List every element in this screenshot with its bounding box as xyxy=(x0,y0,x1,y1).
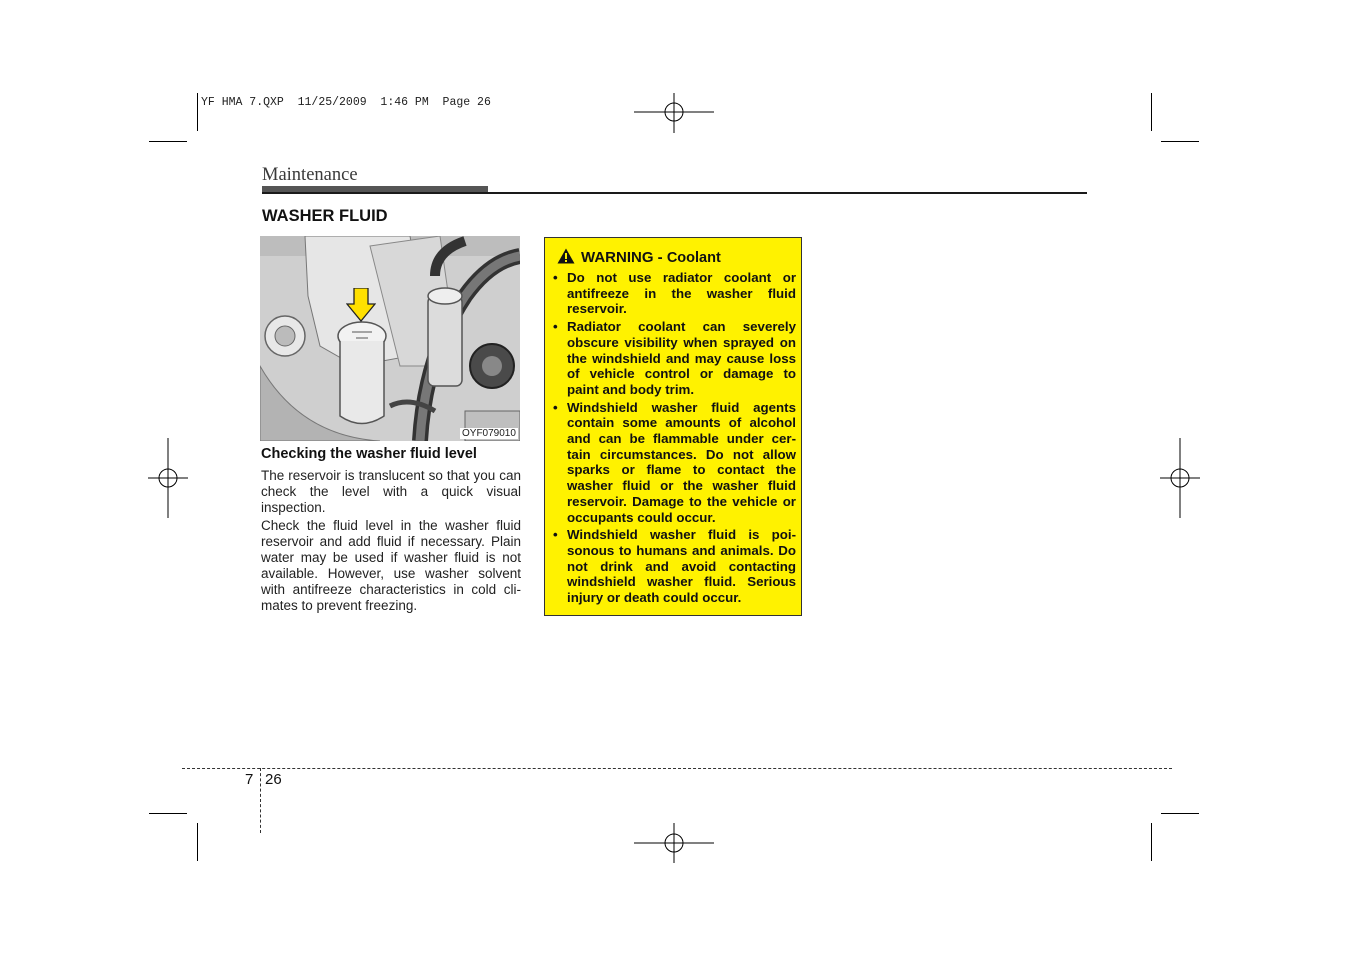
registration-mark-icon xyxy=(1160,438,1200,518)
crop-mark xyxy=(197,93,198,131)
warning-item: • Windshield washer fluid is poi-sonous to humans and animals. Do not drink and avoid contacting windshield washer fluid. Serious injury or death could occur. xyxy=(552,527,796,606)
section-header: Maintenance xyxy=(262,165,358,185)
registration-mark-icon xyxy=(634,93,714,133)
warning-item: • Do not use radiator coolant or antifreeze in the washer fluid reservoir. xyxy=(552,270,796,317)
footer-rule xyxy=(182,768,1172,769)
print-slug: YF HMA 7.QXP 11/25/2009 1:46 PM Page 26 xyxy=(201,96,491,109)
registration-mark-icon xyxy=(634,823,714,863)
engine-bay-illustration xyxy=(260,236,520,441)
crop-mark xyxy=(149,141,187,142)
warning-item: • Radiator coolant can severely obscure visibility when sprayed on the windshield and may cause loss of vehicle control or damage to paint and body trim. xyxy=(552,319,796,398)
crop-mark xyxy=(1151,823,1152,861)
paragraph: The reservoir is translucent so that you can check the level with a quick visual inspection. xyxy=(261,468,521,515)
crop-mark xyxy=(197,823,198,861)
footer-divider xyxy=(260,768,261,833)
header-rule xyxy=(262,192,1087,194)
crop-mark xyxy=(1161,813,1199,814)
crop-mark xyxy=(149,813,187,814)
arrow-down-icon xyxy=(346,288,376,322)
figure-code: OYF079010 xyxy=(462,428,516,439)
page-title: WASHER FLUID xyxy=(262,207,388,225)
warning-triangle-icon xyxy=(557,248,575,264)
warning-topic: Coolant xyxy=(666,250,721,266)
chapter-number: 7 xyxy=(245,771,254,788)
crop-mark xyxy=(1151,93,1152,131)
page-number: 26 xyxy=(265,771,282,788)
subheading: Checking the washer fluid level xyxy=(261,446,477,462)
warning-label: WARNING - xyxy=(581,249,667,266)
warning-item: • Windshield washer fluid agents contain some amounts of alcohol and can be flammable under cer-tain circumstances. Do not allow sparks or flame to contact the washer fluid or the washer fluid reservoir. Damage to the vehicle or occupants could occur. xyxy=(552,400,796,526)
warning-box xyxy=(544,237,802,616)
paragraph: Check the fluid level in the washer fluid reservoir and add fluid if necessary. Plain water may be used if washer fluid is not available. However, use washer solvent with antifreeze characteristics in cold cli-mates to prevent freezing. xyxy=(261,518,521,613)
warning-title xyxy=(557,248,721,266)
registration-mark-icon xyxy=(148,438,188,518)
warning-list xyxy=(552,270,796,608)
crop-mark xyxy=(1161,141,1199,142)
